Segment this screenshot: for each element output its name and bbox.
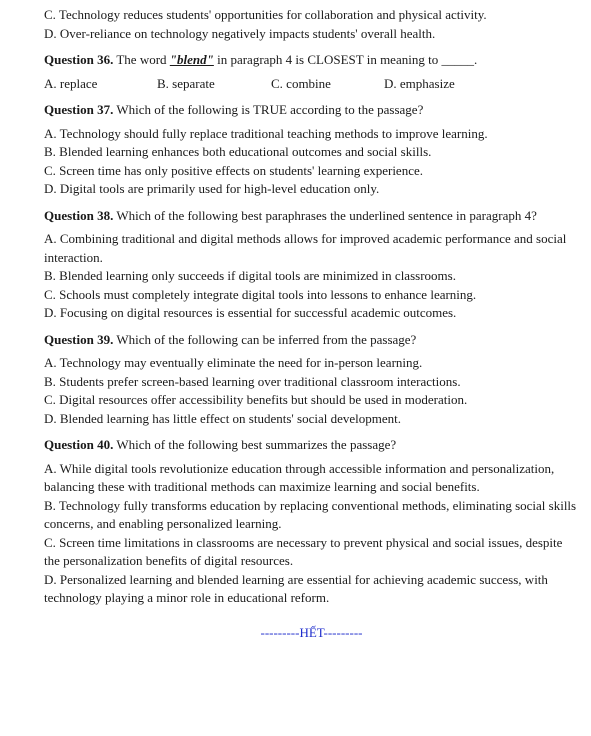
q35-option-c: C. Technology reduces students' opportunities for collaboration and physical activity.	[44, 7, 487, 22]
q39-option-c: C. Digital resources offer accessibility benefits but should be used in moderation.	[44, 392, 468, 407]
q37-number: Question 37.	[44, 102, 114, 117]
q39-option-a: A. Technology may eventually eliminate the need for in-person learning.	[44, 355, 423, 370]
end-marker: ---------HẾT---------	[260, 624, 363, 640]
q40-text: Which of the following best summarizes the passage?	[116, 437, 397, 452]
q39-option-b: B. Students prefer screen-based learning over traditional classroom interactions.	[44, 373, 461, 389]
q37-option-d: D. Digital tools are primarily used for high-level education only.	[44, 181, 380, 196]
q36-text-before: The word	[116, 52, 170, 67]
q39-text: Which of the following can be inferred from the passage?	[116, 331, 417, 347]
q36-option-b: B. separate	[157, 75, 215, 91]
q36-target-word: "blend"	[169, 52, 214, 67]
q38-option-d: D. Focusing on digital resources is essential for successful academic outcomes.	[44, 305, 457, 320]
q38-stem	[44, 207, 579, 226]
q37-option-a: A. Technology should fully replace traditional teaching methods to improve learning.	[44, 125, 488, 141]
q38-option-a: A. Combining traditional and digital methods allows for improved academic performance and social interaction.	[44, 231, 567, 265]
q40-option-b: B. Technology fully transforms education by replacing conventional methods, eliminating social skills concerns, and enabling personalized learning.	[44, 497, 577, 531]
q39-option-d: D. Blended learning has little effect on students' social development.	[44, 410, 401, 426]
exam-page	[44, 6, 579, 642]
q37-option-b: B. Blended learning enhances both educational outcomes and social skills.	[44, 144, 432, 159]
q37-stem	[44, 101, 579, 120]
q36-option-d: D. emphasize	[384, 75, 455, 91]
q36-number: Question 36.	[44, 52, 114, 67]
q38-text: Which of the following best paraphrases the underlined sentence in paragraph 4?	[116, 207, 537, 223]
q40-number: Question 40.	[44, 437, 114, 452]
q39-number: Question 39.	[44, 331, 114, 347]
q40-option-c: C. Screen time limitations in classrooms are necessary to prevent physical and social issues, despite the personalization benefits of digital resources.	[44, 534, 563, 568]
q40-option-d: D. Personalized learning and blended learning are essential for achieving academic success, with technology playing a minor role in educational reform.	[44, 571, 548, 605]
q36-options	[44, 75, 579, 94]
q38-option-b: B. Blended learning only succeeds if digital tools are minimized in classrooms.	[44, 268, 456, 283]
q36-option-a: A. replace	[44, 75, 98, 91]
q38-option-c: C. Schools must completely integrate digital tools into lessons to enhance learning.	[44, 286, 477, 302]
q40-stem	[44, 436, 579, 455]
q36-option-c: C. combine	[271, 75, 331, 91]
q35-option-d: D. Over-reliance on technology negatively impacts students' overall health.	[44, 25, 436, 41]
q40-option-a: A. While digital tools revolutionize education through accessible information and personalization, balancing these with traditional methods can maximize learning and social benefits.	[44, 460, 555, 494]
q36-text-after: in paragraph 4 is CLOSEST in meaning to _____.	[213, 52, 478, 67]
q38-number: Question 38.	[44, 207, 114, 223]
q37-option-c: C. Screen time has only positive effects on students' learning experience.	[44, 162, 423, 178]
q36-stem	[44, 51, 579, 70]
q37-text: Which of the following is TRUE according to the passage?	[116, 102, 424, 117]
q39-stem	[44, 331, 579, 350]
